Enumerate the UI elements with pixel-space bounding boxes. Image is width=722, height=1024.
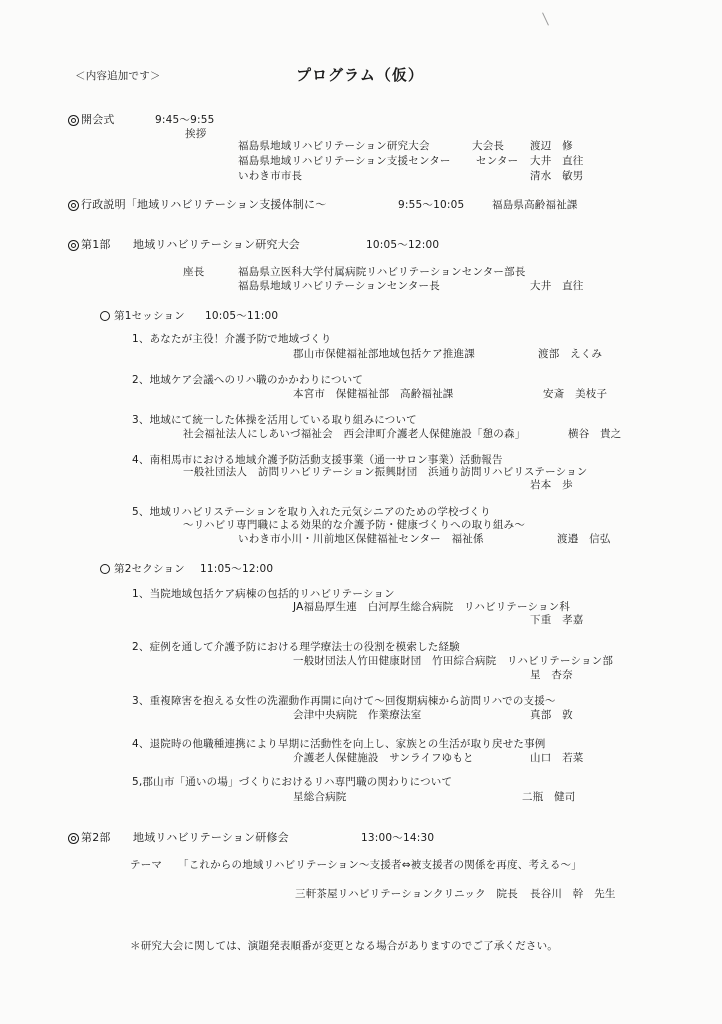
opening-time: 9:45～9:55 bbox=[155, 114, 215, 126]
s1-item3-name: 横谷 貴之 bbox=[568, 428, 622, 440]
scan-mark bbox=[542, 12, 549, 25]
admin-dept: 福島県高齢福祉課 bbox=[492, 199, 578, 211]
session1-time: 10:05～11:00 bbox=[205, 310, 279, 322]
double-circle-icon bbox=[68, 200, 79, 211]
s2-item5-org: 星総合病院 bbox=[293, 791, 347, 803]
opening-role-2: センター bbox=[476, 155, 519, 167]
opening-name-2: 大井 直往 bbox=[530, 155, 584, 167]
s2-item2-name: 星 杏奈 bbox=[530, 669, 573, 681]
part2-time: 13:00～14:30 bbox=[361, 832, 435, 844]
double-circle-icon bbox=[68, 115, 79, 126]
s2-item3-title: 3、重複障害を抱える女性の洗濯動作再開に向けて～回復期病棟から訪問リハでの支援～ bbox=[132, 695, 556, 707]
s2-item5-name: 二瓶 健司 bbox=[522, 791, 576, 803]
s2-item5-title: 5,郡山市「通いの場」づくりにおけるリハ専門職の関わりについて bbox=[132, 776, 453, 788]
chair-label: 座長 bbox=[183, 266, 205, 278]
greeting-label: 挨拶 bbox=[185, 128, 207, 140]
opening-name-3: 清水 敏男 bbox=[530, 170, 584, 182]
s1-item1-name: 渡部 えくみ bbox=[538, 348, 603, 360]
double-circle-icon bbox=[68, 833, 79, 844]
part2-heading: 第2部 地域リハビリテーション研修会 bbox=[68, 831, 289, 844]
s1-item1-title: 1、あなたが主役！介護予防で地域づくり bbox=[132, 333, 332, 345]
s2-item1-name: 下重 孝嘉 bbox=[530, 614, 584, 626]
note-label: ＜内容追加です＞ bbox=[75, 70, 161, 82]
opening-role-1: 大会長 bbox=[472, 140, 505, 152]
s2-item4-title: 4、退院時の他職種連携により早期に活動性を向上し、家族との生活が取り戻せた事例 bbox=[132, 738, 546, 750]
session2-time: 11:05～12:00 bbox=[200, 563, 274, 575]
s1-item4-name: 岩本 歩 bbox=[530, 479, 573, 491]
speaker-org: 三軒茶屋リハビリテーションクリニック 院長 bbox=[295, 888, 518, 900]
theme-text: 「これからの地域リハビリテーション～支援者⇔被支援者の関係を再度、考える～」 bbox=[178, 859, 582, 871]
s1-item4-org: 一般社団法人 訪問リハビリテーション振興財団 浜通り訪問リハビリステーション bbox=[183, 466, 588, 478]
session1-heading: 第1セッション bbox=[100, 310, 185, 323]
s1-item4-title: 4、南相馬市における地域介護予防活動支援事業（通一サロン事業）活動報告 bbox=[132, 454, 503, 466]
s1-item5-name: 渡邉 信弘 bbox=[557, 533, 611, 545]
s1-item5-sub: ～リハビリ専門職による効果的な介護予防・健康づくりへの取り組み～ bbox=[183, 519, 526, 531]
s1-item2-title: 2、地域ケア会議へのリハ職のかかわりについて bbox=[132, 374, 364, 386]
footer-note: ＊研究大会に関しては、演題発表順番が変更となる場合がありますのでご了承ください。 bbox=[130, 940, 558, 952]
s1-item1-org: 郡山市保健福祉部地域包括ケア推進課 bbox=[293, 348, 475, 360]
s2-item1-title: 1、当院地域包括ケア病棟の包括的リハビリテーション bbox=[132, 588, 395, 600]
s1-item5-title: 5、地域リハビリステーションを取り入れた元気シニアのための学校づくり bbox=[132, 506, 491, 518]
admin-heading: 行政説明「地域リハビリテーション支援体制に～ bbox=[68, 198, 326, 211]
s2-item2-title: 2、症例を通して介護予防における理学療法士の役割を模索した経験 bbox=[132, 641, 460, 653]
opening-org-2: 福島県地域リハビリテーション支援センター bbox=[238, 155, 451, 167]
speaker-name: 長谷川 幹 先生 bbox=[530, 888, 616, 900]
circle-icon bbox=[100, 564, 110, 574]
opening-org-1: 福島県地域リハビリテーション研究大会 bbox=[238, 140, 430, 152]
s2-item4-org: 介護老人保健施設 サンライフゆもと bbox=[293, 752, 474, 764]
s2-item4-name: 山口 若菜 bbox=[530, 752, 584, 764]
s1-item5-org: いわき市小川・川前地区保健福祉センター 福祉係 bbox=[238, 533, 484, 545]
s2-item3-org: 会津中央病院 作業療法室 bbox=[293, 709, 422, 721]
s2-item3-name: 真部 敦 bbox=[530, 709, 573, 721]
opening-heading: 開会式 bbox=[68, 113, 115, 126]
s1-item3-org: 社会福祉法人にしあいづ福祉会 西会津町介護老人保健施設「憩の森」 bbox=[183, 428, 526, 440]
session2-heading: 第2セクション bbox=[100, 563, 185, 576]
s2-item2-org: 一般財団法人竹田健康財団 竹田綜合病院 リハビリテーション部 bbox=[293, 655, 614, 667]
chair-org-2: 福島県地域リハビリテーションセンター長 bbox=[238, 280, 440, 292]
circle-icon bbox=[100, 311, 110, 321]
opening-name-1: 渡辺 修 bbox=[530, 140, 573, 152]
chair-name-2: 大井 直往 bbox=[530, 280, 584, 292]
part1-heading: 第1部 地域リハビリテーション研究大会 bbox=[68, 238, 300, 251]
opening-org-3: いわき市市長 bbox=[238, 170, 303, 182]
s1-item2-org: 本宮市 保健福祉部 高齢福祉課 bbox=[293, 388, 454, 400]
theme-label: テーマ bbox=[130, 859, 163, 871]
admin-time: 9:55～10:05 bbox=[398, 199, 465, 211]
part1-time: 10:05～12:00 bbox=[366, 239, 440, 251]
chair-org-1: 福島県立医科大学付属病院リハビリテーションセンター部長 bbox=[238, 266, 526, 278]
double-circle-icon bbox=[68, 240, 79, 251]
page-title: プログラム（仮） bbox=[296, 66, 424, 84]
s2-item1-org: JA福島厚生連 白河厚生総合病院 リハビリテーション科 bbox=[293, 601, 571, 613]
s1-item2-name: 安斎 美枝子 bbox=[543, 388, 608, 400]
s1-item3-title: 3、地域にて統一した体操を活用している取り組みについて bbox=[132, 414, 417, 426]
